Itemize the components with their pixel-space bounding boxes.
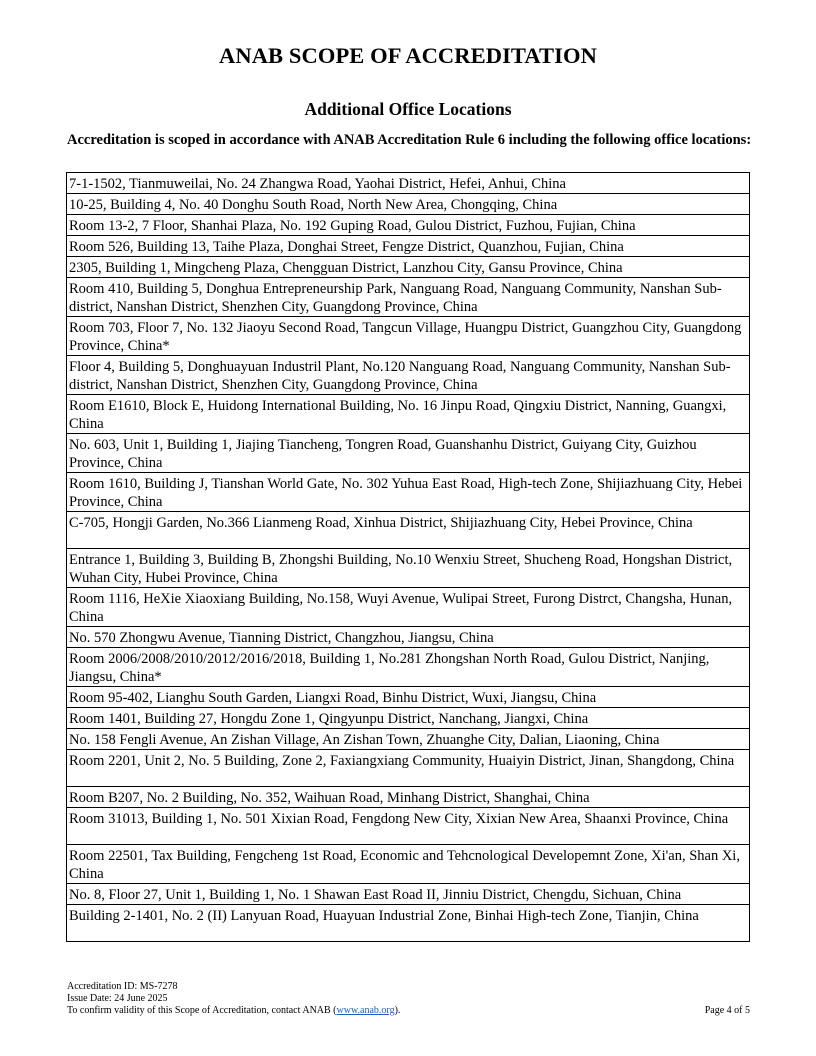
table-row — [67, 729, 750, 750]
issue-date: Issue Date: 24 June 2025 — [67, 993, 168, 1004]
location-cell: Room 2201, Unit 2, No. 5 Building, Zone 2, Faxiangxiang Community, Huaiyin District, Jinan, Shangdong, China — [67, 750, 750, 787]
anab-link[interactable]: www.anab.org — [336, 1005, 395, 1016]
table-row — [67, 257, 750, 278]
page-number: Page 4 of 5 — [704, 1005, 750, 1016]
table-row — [67, 434, 750, 473]
table-row — [67, 787, 750, 808]
table-row — [67, 395, 750, 434]
location-cell: Room 526, Building 13, Taihe Plaza, Donghai Street, Fengze District, Quanzhou, Fujian, China — [67, 236, 750, 257]
table-row — [67, 845, 750, 884]
table-row — [67, 750, 750, 787]
location-cell: Room 703, Floor 7, No. 132 Jiaoyu Second Road, Tangcun Village, Huangpu District, Guangzhou City, Guangdong Province, China* — [67, 317, 750, 356]
table-row — [67, 708, 750, 729]
table-row — [67, 808, 750, 845]
location-cell: Room 22501, Tax Building, Fengcheng 1st Road, Economic and Tehcnological Developemnt Zone, Xi'an, Shan Xi, China — [67, 845, 750, 884]
table-row — [67, 627, 750, 648]
location-cell: Room 1116, HeXie Xiaoxiang Building, No.158, Wuyi Avenue, Wulipai Street, Furong Distrct, Changsha, Hunan, China — [67, 588, 750, 627]
validity-prefix: To confirm validity of this Scope of Accreditation, contact ANAB ( — [67, 1005, 337, 1016]
table-row — [67, 173, 750, 194]
table-row — [67, 236, 750, 257]
location-cell: No. 158 Fengli Avenue, An Zishan Village, An Zishan Town, Zhuanghe City, Dalian, Liaoning, China — [67, 729, 750, 750]
page-title: ANAB SCOPE OF ACCREDITATION — [219, 43, 597, 68]
table-row — [67, 905, 750, 942]
location-cell: Room 1401, Building 27, Hongdu Zone 1, Qingyunpu District, Nanchang, Jiangxi, China — [67, 708, 750, 729]
location-cell: C-705, Hongji Garden, No.366 Lianmeng Road, Xinhua District, Shijiazhuang City, Hebei Province, China — [67, 512, 750, 549]
table-row — [67, 687, 750, 708]
location-cell: Floor 4, Building 5, Donghuayuan Industril Plant, No.120 Nanguang Road, Nanguang Community, Nanshan Sub-district, Nanshan District, Shenzhen City, Guangdong Province, China — [67, 356, 750, 395]
location-cell: Room 95-402, Lianghu South Garden, Liangxi Road, Binhu District, Wuxi, Jiangsu, China — [67, 687, 750, 708]
location-cell: Building 2-1401, No. 2 (II) Lanyuan Road, Huayuan Industrial Zone, Binhai High-tech Zone, Tianjin, China — [67, 905, 750, 942]
table-row — [67, 512, 750, 549]
validity-note — [67, 1005, 757, 1017]
table-row — [67, 648, 750, 687]
location-cell: Room 1610, Building J, Tianshan World Gate, No. 302 Yuhua East Road, High-tech Zone, Shijiazhuang City, Hebei Province, China — [67, 473, 750, 512]
locations-table — [66, 172, 750, 942]
table-row — [67, 356, 750, 395]
table-row — [67, 215, 750, 236]
location-cell: Room E1610, Block E, Huidong International Building, No. 16 Jinpu Road, Qingxiu District, Nanning, Guangxi, China — [67, 395, 750, 434]
accreditation-id: Accreditation ID: MS-7278 — [67, 981, 178, 992]
location-cell: No. 8, Floor 27, Unit 1, Building 1, No. 1 Shawan East Road II, Jinniu District, Chengdu, Sichuan, China — [67, 884, 750, 905]
location-cell: Entrance 1, Building 3, Building B, Zhongshi Building, No.10 Wenxiu Street, Shucheng Road, Hongshan District, Wuhan City, Hubei Province, China — [67, 549, 750, 588]
table-row — [67, 588, 750, 627]
location-cell: 2305, Building 1, Mingcheng Plaza, Chengguan District, Lanzhou City, Gansu Province, China — [67, 257, 750, 278]
table-row — [67, 549, 750, 588]
location-cell: Room 13-2, 7 Floor, Shanhai Plaza, No. 192 Guping Road, Gulou District, Fuzhou, Fujian, China — [67, 215, 750, 236]
table-row — [67, 317, 750, 356]
location-cell: 7-1-1502, Tianmuweilai, No. 24 Zhangwa Road, Yaohai District, Hefei, Anhui, China — [67, 173, 750, 194]
intro-text: Accreditation is scoped in accordance with ANAB Accreditation Rule 6 including the following office locations: — [67, 132, 752, 148]
table-row — [67, 473, 750, 512]
section-title: Additional Office Locations — [304, 99, 512, 119]
location-cell: Room B207, No. 2 Building, No. 352, Waihuan Road, Minhang District, Shanghai, China — [67, 787, 750, 808]
location-cell: Room 31013, Building 1, No. 501 Xixian Road, Fengdong New City, Xixian New Area, Shaanxi Province, China — [67, 808, 750, 845]
location-cell: 10-25, Building 4, No. 40 Donghu South Road, North New Area, Chongqing, China — [67, 194, 750, 215]
location-cell: No. 603, Unit 1, Building 1, Jiajing Tiancheng, Tongren Road, Guanshanhu District, Guiyang City, Guizhou Province, China — [67, 434, 750, 473]
location-cell: Room 2006/2008/2010/2012/2016/2018, Building 1, No.281 Zhongshan North Road, Gulou District, Nanjing, Jiangsu, China* — [67, 648, 750, 687]
table-row — [67, 884, 750, 905]
location-cell: Room 410, Building 5, Donghua Entrepreneurship Park, Nanguang Road, Nanguang Community, Nanshan Sub-district, Nanshan District, Shenzhen City, Guangdong Province, China — [67, 278, 750, 317]
validity-suffix: ). — [394, 1005, 401, 1016]
location-cell: No. 570 Zhongwu Avenue, Tianning District, Changzhou, Jiangsu, China — [67, 627, 750, 648]
table-row — [67, 194, 750, 215]
table-row — [67, 278, 750, 317]
footer — [67, 981, 757, 1017]
